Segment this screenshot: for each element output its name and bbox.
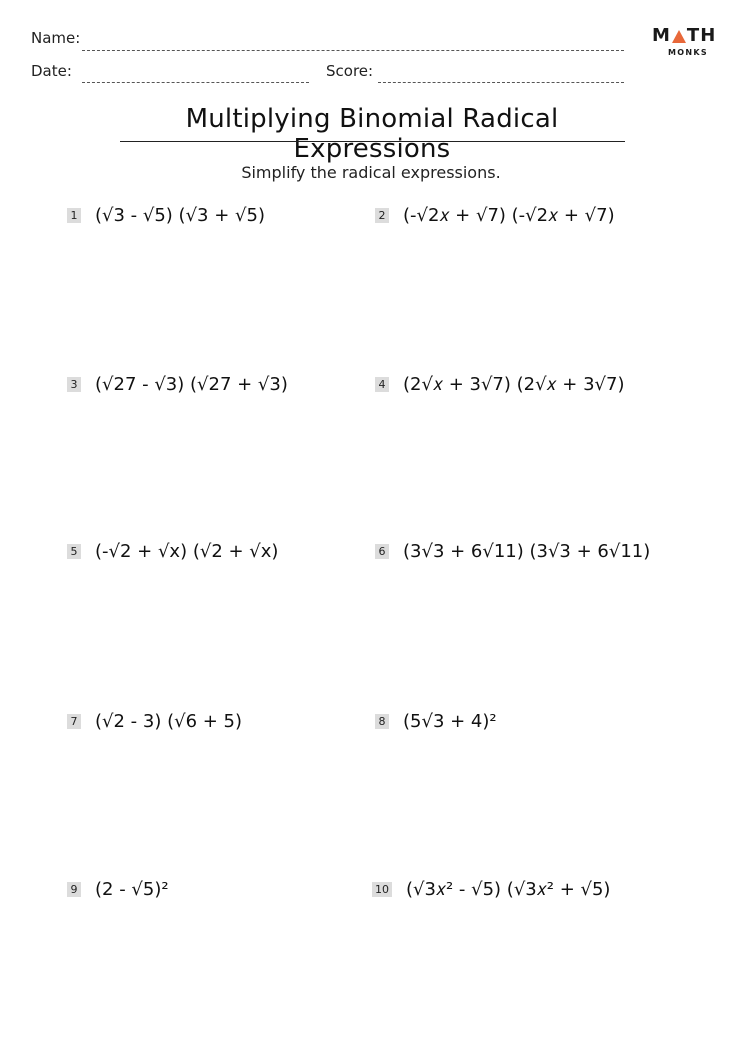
problem-8 xyxy=(375,711,497,732)
problem-number: 1 xyxy=(67,208,81,223)
problem-1 xyxy=(67,205,265,226)
name-field[interactable] xyxy=(82,50,624,51)
logo-letters-th: TH xyxy=(686,25,717,46)
problem-expression: (√27 - √3) (√27 + √3) xyxy=(95,374,288,395)
problem-10 xyxy=(372,879,610,900)
score-label: Score: xyxy=(326,62,374,80)
name-label: Name: xyxy=(31,29,81,47)
problem-number: 5 xyxy=(67,544,81,559)
problem-number: 8 xyxy=(375,714,389,729)
problem-number: 4 xyxy=(375,377,389,392)
problem-expression: (√3 - √5) (√3 + √5) xyxy=(95,205,265,226)
problem-number: 6 xyxy=(375,544,389,559)
problem-6 xyxy=(375,541,650,562)
problem-expression: (√2 - 3) (√6 + 5) xyxy=(95,711,243,732)
problem-number: 3 xyxy=(67,377,81,392)
problem-expression: (3√3 + 6√11) (3√3 + 6√11) xyxy=(403,541,651,562)
logo-letter-m: M xyxy=(652,25,671,46)
date-label: Date: xyxy=(31,62,72,80)
problem-2 xyxy=(375,205,615,226)
problem-number: 10 xyxy=(372,882,392,897)
problem-5 xyxy=(67,541,278,562)
problem-expression: (-√2𝑥 + √7) (-√2𝑥 + √7) xyxy=(403,205,615,226)
problem-number: 2 xyxy=(375,208,389,223)
date-field[interactable] xyxy=(82,82,309,83)
math-monks-logo xyxy=(652,26,716,57)
problem-expression: (2√𝑥 + 3√7) (2√𝑥 + 3√7) xyxy=(403,374,625,395)
problem-9 xyxy=(67,879,169,900)
problem-7 xyxy=(67,711,242,732)
logo-subtext: MONKS xyxy=(668,48,708,57)
instruction-text: Simplify the radical expressions. xyxy=(241,163,501,182)
page-title: Multiplying Binomial Radical Expressions xyxy=(185,104,559,164)
problem-number: 9 xyxy=(67,882,81,897)
logo-wordmark xyxy=(652,26,716,46)
problem-expression: (2 - √5)² xyxy=(95,879,169,900)
problem-expression: (-√2 + √x) (√2 + √x) xyxy=(95,541,279,562)
problem-3 xyxy=(67,374,288,395)
logo-triangle-icon xyxy=(672,30,686,43)
score-field[interactable] xyxy=(378,82,624,83)
title-underline xyxy=(120,141,625,142)
problem-number: 7 xyxy=(67,714,81,729)
problem-expression: (√3𝑥² - √5) (√3𝑥² + √5) xyxy=(406,879,611,900)
problem-expression: (5√3 + 4)² xyxy=(403,711,497,732)
problem-4 xyxy=(375,374,625,395)
